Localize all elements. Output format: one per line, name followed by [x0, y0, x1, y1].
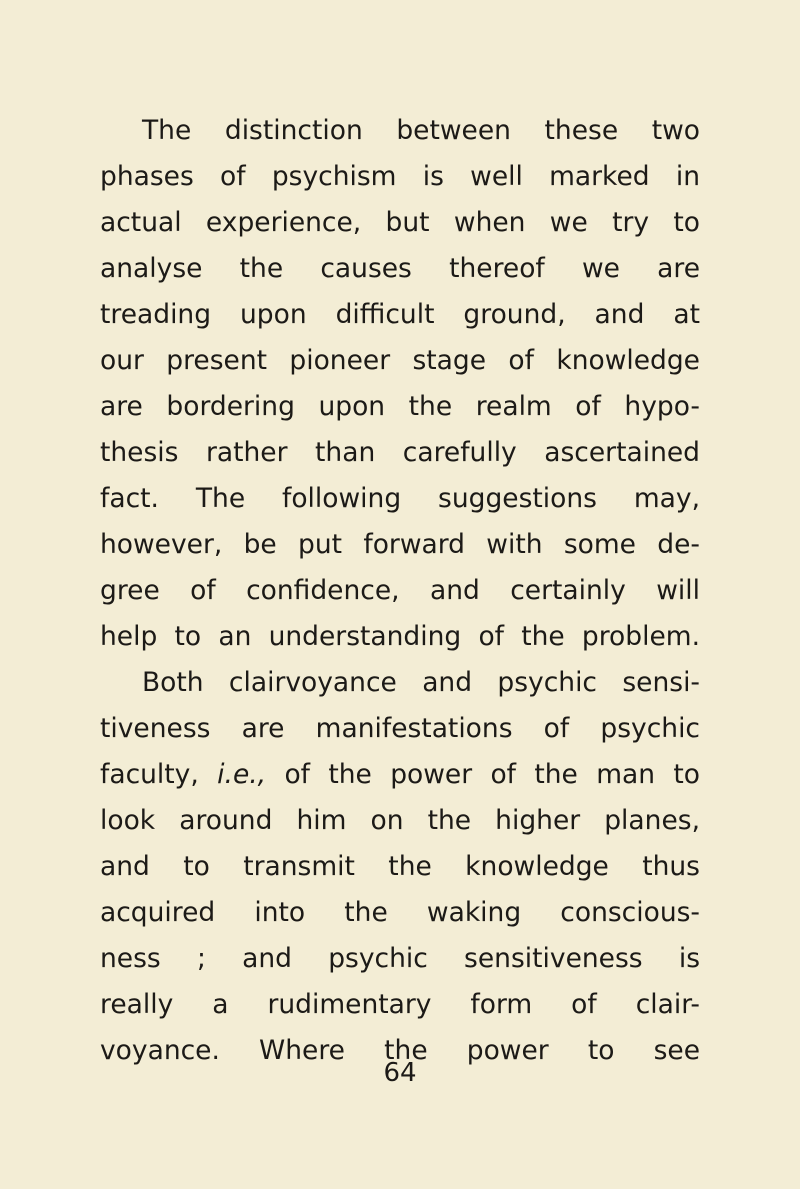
text-line: look around him on the higher planes, [100, 805, 700, 836]
text-line: faculty, i.e., of the power of the man to [100, 759, 701, 790]
text-line: our present pioneer stage of knowledge [100, 345, 700, 376]
paragraph-2 [100, 660, 700, 1074]
paragraph-1 [100, 108, 700, 660]
text-line: treading upon difficult ground, and at [100, 299, 700, 330]
text-line: Both clairvoyance and psychic sensi- [142, 667, 700, 698]
text-line: are bordering upon the realm of hypo- [100, 391, 700, 422]
text-line: and to transmit the knowledge thus [100, 851, 700, 882]
page-number: 64 [383, 1058, 417, 1088]
text-line: acquired into the waking conscious- [100, 897, 700, 928]
text-line: gree of confidence, and certainly will [100, 575, 700, 606]
body-text [100, 108, 700, 1074]
text-line: tiveness are manifestations of psychic [100, 713, 700, 744]
text-line: phases of psychism is well marked in [100, 161, 700, 192]
text-line: The distinction between these two [142, 115, 700, 146]
text-line: actual experience, but when we try to [100, 207, 700, 238]
text-line: ness ; and psychic sensitiveness is [100, 943, 700, 974]
text-line: voyance. Where the power to see [100, 1035, 700, 1066]
italic-abbreviation: i.e., [217, 759, 267, 790]
text-line: however, be put forward with some de- [100, 529, 700, 560]
text-line: really a rudimentary form of clair- [100, 989, 700, 1020]
text-line: help to an understanding of the problem. [100, 621, 700, 652]
text-line: analyse the causes thereof we are [100, 253, 700, 284]
text-line: fact. The following suggestions may, [100, 483, 700, 514]
text-line: thesis rather than carefully ascertained [100, 437, 700, 468]
